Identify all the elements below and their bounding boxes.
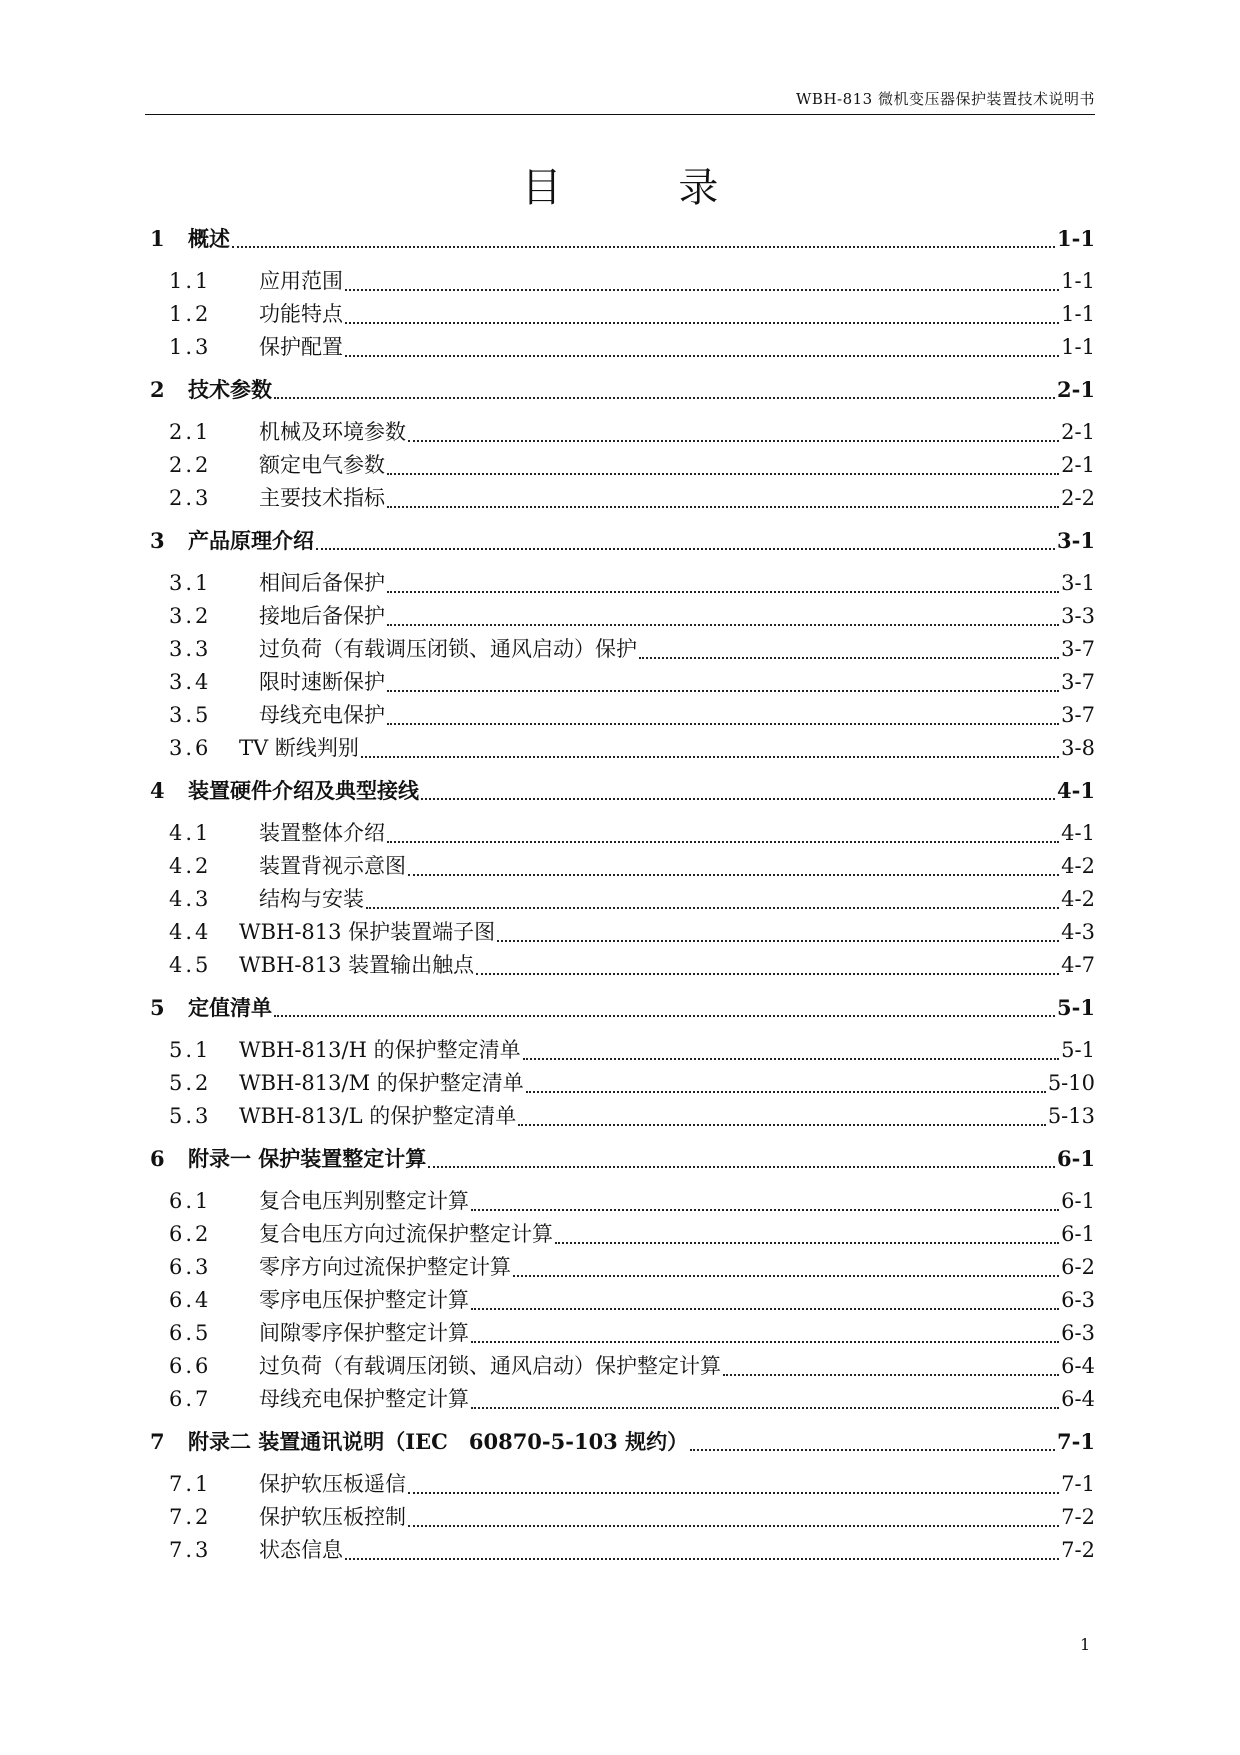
toc-section-entry[interactable] bbox=[145, 298, 1095, 331]
toc-chapter-entry[interactable] bbox=[145, 993, 1095, 1023]
dot-leader bbox=[366, 907, 1059, 909]
dot-leader bbox=[274, 397, 1055, 399]
toc-entry-title: 相间后备保护 bbox=[259, 571, 385, 595]
dot-leader bbox=[476, 973, 1059, 975]
toc-entry-page: 5-1 bbox=[1057, 995, 1095, 1020]
toc-entry-number: 6.7 bbox=[169, 1387, 212, 1411]
toc-entry-title: 零序电压保护整定计算 bbox=[259, 1288, 469, 1312]
toc-chapter-entry[interactable] bbox=[145, 526, 1095, 556]
toc-entry-page: 5-13 bbox=[1047, 1104, 1095, 1128]
toc-entry-page: 3-1 bbox=[1057, 528, 1095, 553]
dot-leader bbox=[471, 1308, 1059, 1310]
toc-entry-number: 1.1 bbox=[169, 269, 212, 293]
toc-entry-number: 3 bbox=[150, 528, 165, 553]
toc-section-entry[interactable] bbox=[145, 883, 1095, 916]
toc-entry-number: 2.3 bbox=[169, 486, 212, 510]
toc-chapter-entry[interactable] bbox=[145, 375, 1095, 405]
toc-entry-page: 1-1 bbox=[1061, 335, 1095, 359]
dot-leader bbox=[555, 1242, 1059, 1244]
toc-section-entry[interactable] bbox=[145, 666, 1095, 699]
toc-entry-title: 机械及环境参数 bbox=[259, 420, 406, 444]
toc-entry-title: 主要技术指标 bbox=[259, 486, 385, 510]
toc-entry-page: 2-1 bbox=[1061, 420, 1095, 444]
toc-entry-title: 附录一 保护装置整定计算 bbox=[188, 1146, 427, 1171]
toc-entry-title: 应用范围 bbox=[259, 269, 343, 293]
toc-entry-title: 复合电压判别整定计算 bbox=[259, 1189, 469, 1213]
toc-section-entry[interactable] bbox=[145, 1185, 1095, 1218]
toc-entry-page: 4-2 bbox=[1061, 854, 1095, 878]
toc-chapter-entry[interactable] bbox=[145, 1144, 1095, 1174]
dot-leader bbox=[408, 1525, 1059, 1527]
header-rule bbox=[145, 114, 1095, 115]
dot-leader bbox=[471, 1407, 1059, 1409]
toc-entry-number: 2.2 bbox=[169, 453, 212, 477]
toc-section-entry[interactable] bbox=[145, 732, 1095, 765]
toc-section-entry[interactable] bbox=[145, 449, 1095, 482]
dot-leader bbox=[497, 940, 1059, 942]
toc-entry-title: 产品原理介绍 bbox=[188, 528, 314, 553]
toc-entry-number: 1.2 bbox=[169, 302, 212, 326]
toc-entry-title: 过负荷（有载调压闭锁、通风启动）保护整定计算 bbox=[259, 1354, 721, 1378]
toc-entry-page: 3-8 bbox=[1061, 736, 1095, 760]
toc-entry-page: 4-1 bbox=[1057, 778, 1095, 803]
toc-section-entry[interactable] bbox=[145, 1100, 1095, 1133]
toc-entry-number: 3.3 bbox=[169, 637, 212, 661]
toc-entry-title: 母线充电保护整定计算 bbox=[259, 1387, 469, 1411]
toc-entry-page: 6-3 bbox=[1061, 1321, 1095, 1345]
toc-entry-number: 2 bbox=[150, 377, 165, 402]
toc-entry-title: 保护软压板遥信 bbox=[259, 1472, 406, 1496]
toc-entry-title: 结构与安装 bbox=[259, 887, 364, 911]
dot-leader bbox=[387, 506, 1059, 508]
toc-section-entry[interactable] bbox=[145, 1218, 1095, 1251]
dot-leader bbox=[345, 289, 1059, 291]
toc-entry-number: 7.1 bbox=[169, 1472, 212, 1496]
toc-entry-page: 6-1 bbox=[1061, 1222, 1095, 1246]
toc-entry-number: 6.5 bbox=[169, 1321, 212, 1345]
toc-chapter-entry[interactable] bbox=[145, 1427, 1095, 1457]
toc-entry-title: 保护配置 bbox=[259, 335, 343, 359]
dot-leader bbox=[428, 1166, 1055, 1168]
toc-entry-title: 功能特点 bbox=[259, 302, 343, 326]
toc-entry-title: 额定电气参数 bbox=[259, 453, 385, 477]
toc-entry-number: 6.3 bbox=[169, 1255, 212, 1279]
toc-entry-number: 4.3 bbox=[169, 887, 212, 911]
toc-entry-page: 4-3 bbox=[1061, 920, 1095, 944]
toc-entry-page: 1-1 bbox=[1061, 302, 1095, 326]
dot-leader bbox=[345, 355, 1059, 357]
page-title: 目 录 bbox=[521, 165, 771, 211]
toc-entry-title: WBH-813 装置输出触点 bbox=[239, 953, 475, 977]
toc-entry-page: 4-1 bbox=[1061, 821, 1095, 845]
toc-entry-page: 2-1 bbox=[1061, 453, 1095, 477]
dot-leader bbox=[421, 798, 1055, 800]
toc-entry-title: 装置硬件介绍及典型接线 bbox=[188, 778, 419, 803]
running-header: WBH-813 微机变压器保护装置技术说明书 bbox=[796, 90, 1095, 108]
toc-entry-page: 3-7 bbox=[1061, 670, 1095, 694]
toc-section-entry[interactable] bbox=[145, 1251, 1095, 1284]
toc-entry-number: 1.3 bbox=[169, 335, 212, 359]
toc-entry-title: WBH-813 保护装置端子图 bbox=[239, 920, 496, 944]
toc-entry-number: 5.3 bbox=[169, 1104, 212, 1128]
toc-entry-title: 母线充电保护 bbox=[259, 703, 385, 727]
toc-section-entry[interactable] bbox=[145, 916, 1095, 949]
toc-entry-page: 6-1 bbox=[1061, 1189, 1095, 1213]
toc-entry-number: 4.4 bbox=[169, 920, 212, 944]
toc-section-entry[interactable] bbox=[145, 600, 1095, 633]
toc-section-entry[interactable] bbox=[145, 1067, 1095, 1100]
toc-entry-title: 装置整体介绍 bbox=[259, 821, 385, 845]
dot-leader bbox=[316, 548, 1055, 550]
toc-entry-page: 3-7 bbox=[1061, 637, 1095, 661]
toc-entry-page: 7-2 bbox=[1061, 1505, 1095, 1529]
dot-leader bbox=[387, 473, 1059, 475]
toc-entry-page: 5-10 bbox=[1047, 1071, 1095, 1095]
toc-section-entry[interactable] bbox=[145, 817, 1095, 850]
toc-section-entry[interactable] bbox=[145, 1350, 1095, 1383]
toc-entry-title: WBH-813/M 的保护整定清单 bbox=[239, 1071, 524, 1095]
dot-leader bbox=[523, 1058, 1060, 1060]
toc-section-entry[interactable] bbox=[145, 1468, 1095, 1501]
toc-entry-number: 7.2 bbox=[169, 1505, 212, 1529]
toc-entry-title: 零序方向过流保护整定计算 bbox=[259, 1255, 511, 1279]
toc-section-entry[interactable] bbox=[145, 850, 1095, 883]
toc-entry-page: 3-3 bbox=[1061, 604, 1095, 628]
toc-entry-number: 4.1 bbox=[169, 821, 212, 845]
toc-entry-number: 5 bbox=[150, 995, 165, 1020]
dot-leader bbox=[513, 1275, 1059, 1277]
toc-section-entry[interactable] bbox=[145, 416, 1095, 449]
toc-entry-title: 保护软压板控制 bbox=[259, 1505, 406, 1529]
toc-entry-number: 3.4 bbox=[169, 670, 212, 694]
dot-leader bbox=[387, 591, 1059, 593]
toc-entry-number: 6.2 bbox=[169, 1222, 212, 1246]
dot-leader bbox=[471, 1341, 1059, 1343]
dot-leader bbox=[345, 322, 1059, 324]
toc-entry-title: 接地后备保护 bbox=[259, 604, 385, 628]
toc-entry-page: 3-1 bbox=[1061, 571, 1095, 595]
toc-section-entry[interactable] bbox=[145, 567, 1095, 600]
toc-section-entry[interactable] bbox=[145, 1034, 1095, 1067]
dot-leader bbox=[232, 246, 1055, 248]
dot-leader bbox=[690, 1449, 1055, 1451]
toc-entry-number: 3.2 bbox=[169, 604, 212, 628]
toc-entry-title: 概述 bbox=[188, 226, 230, 251]
dot-leader bbox=[471, 1209, 1059, 1211]
toc-entry-title: 过负荷（有载调压闭锁、通风启动）保护 bbox=[259, 637, 637, 661]
toc-section-entry[interactable] bbox=[145, 265, 1095, 298]
toc-entry-title: 定值清单 bbox=[188, 995, 272, 1020]
toc-entry-number: 4.5 bbox=[169, 953, 212, 977]
toc-section-entry[interactable] bbox=[145, 482, 1095, 515]
toc-entry-number: 1 bbox=[150, 226, 165, 251]
toc-entry-title: 技术参数 bbox=[188, 377, 272, 402]
toc-entry-page: 6-2 bbox=[1061, 1255, 1095, 1279]
toc-entry-number: 3.5 bbox=[169, 703, 212, 727]
toc-chapter-entry[interactable] bbox=[145, 224, 1095, 254]
toc-entry-page: 7-2 bbox=[1061, 1538, 1095, 1562]
dot-leader bbox=[408, 874, 1059, 876]
dot-leader bbox=[639, 657, 1059, 659]
toc-entry-page: 1-1 bbox=[1061, 269, 1095, 293]
toc-entry-page: 6-4 bbox=[1061, 1387, 1095, 1411]
toc-entry-number: 2.1 bbox=[169, 420, 212, 444]
toc-entry-title: 间隙零序保护整定计算 bbox=[259, 1321, 469, 1345]
toc-section-entry[interactable] bbox=[145, 1383, 1095, 1416]
toc-entry-number: 4 bbox=[150, 778, 165, 803]
toc-entry-page: 2-1 bbox=[1057, 377, 1095, 402]
dot-leader bbox=[274, 1015, 1055, 1017]
toc-chapter-entry[interactable] bbox=[145, 776, 1095, 806]
dot-leader bbox=[518, 1124, 1046, 1126]
toc-entry-number: 6.4 bbox=[169, 1288, 212, 1312]
toc-entry-number: 7 bbox=[150, 1429, 165, 1454]
toc-entry-title: 附录二 装置通讯说明（IEC 60870-5-103 规约） bbox=[188, 1429, 689, 1454]
toc-entry-page: 4-7 bbox=[1061, 953, 1095, 977]
dot-leader bbox=[387, 624, 1059, 626]
toc-entry-number: 4.2 bbox=[169, 854, 212, 878]
toc-entry-number: 3.6 bbox=[169, 736, 212, 760]
toc-section-entry[interactable] bbox=[145, 633, 1095, 666]
toc-entry-title: 装置背视示意图 bbox=[259, 854, 406, 878]
dot-leader bbox=[408, 440, 1059, 442]
toc-entry-title: 状态信息 bbox=[259, 1538, 343, 1562]
toc-entry-page: 1-1 bbox=[1057, 226, 1095, 251]
toc-entry-page: 2-2 bbox=[1061, 486, 1095, 510]
dot-leader bbox=[723, 1374, 1059, 1376]
toc-section-entry[interactable] bbox=[145, 1317, 1095, 1350]
dot-leader bbox=[387, 723, 1059, 725]
toc-entry-number: 5.1 bbox=[169, 1038, 212, 1062]
dot-leader bbox=[526, 1091, 1046, 1093]
dot-leader bbox=[361, 756, 1059, 758]
dot-leader bbox=[408, 1492, 1059, 1494]
toc-entry-page: 6-1 bbox=[1057, 1146, 1095, 1171]
toc-section-entry[interactable] bbox=[145, 699, 1095, 732]
page-number: 1 bbox=[1080, 1635, 1091, 1654]
toc-entry-page: 6-4 bbox=[1061, 1354, 1095, 1378]
toc-entry-page: 6-3 bbox=[1061, 1288, 1095, 1312]
toc-section-entry[interactable] bbox=[145, 331, 1095, 364]
dot-leader bbox=[387, 841, 1059, 843]
toc-entry-page: 5-1 bbox=[1061, 1038, 1095, 1062]
toc-entry-number: 5.2 bbox=[169, 1071, 212, 1095]
toc-section-entry[interactable] bbox=[145, 1534, 1095, 1567]
toc-entry-number: 3.1 bbox=[169, 571, 212, 595]
toc-entry-page: 4-2 bbox=[1061, 887, 1095, 911]
toc-entry-title: WBH-813/H 的保护整定清单 bbox=[239, 1038, 521, 1062]
toc-entry-title: TV 断线判别 bbox=[239, 736, 359, 760]
toc-entry-page: 7-1 bbox=[1061, 1472, 1095, 1496]
toc-entry-number: 6.1 bbox=[169, 1189, 212, 1213]
toc-section-entry[interactable] bbox=[145, 1284, 1095, 1317]
table-of-contents bbox=[145, 224, 1095, 1578]
toc-entry-page: 7-1 bbox=[1057, 1429, 1095, 1454]
toc-entry-title: 限时速断保护 bbox=[259, 670, 385, 694]
toc-entry-number: 6 bbox=[150, 1146, 165, 1171]
toc-entry-number: 6.6 bbox=[169, 1354, 212, 1378]
toc-entry-page: 3-7 bbox=[1061, 703, 1095, 727]
toc-entry-title: WBH-813/L 的保护整定清单 bbox=[239, 1104, 517, 1128]
dot-leader bbox=[387, 690, 1059, 692]
toc-entry-number: 7.3 bbox=[169, 1538, 212, 1562]
toc-entry-title: 复合电压方向过流保护整定计算 bbox=[259, 1222, 553, 1246]
toc-section-entry[interactable] bbox=[145, 1501, 1095, 1534]
toc-section-entry[interactable] bbox=[145, 949, 1095, 982]
dot-leader bbox=[345, 1558, 1059, 1560]
